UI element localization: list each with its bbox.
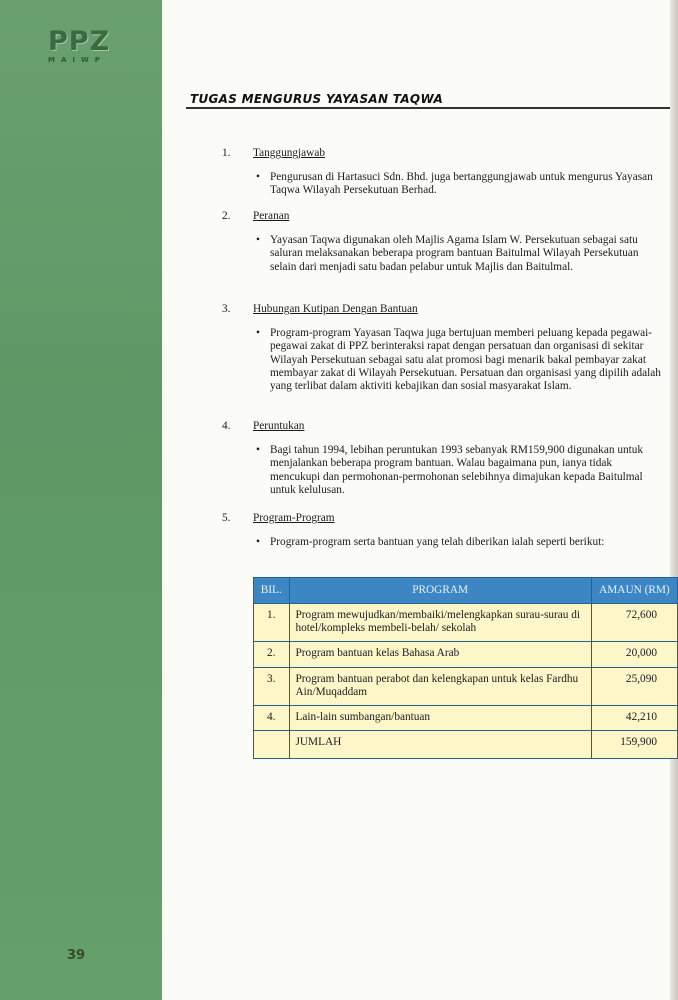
page-number: 39: [67, 948, 86, 963]
table-row: [254, 604, 678, 642]
row-bil: 2.: [254, 642, 290, 667]
section-program: [222, 512, 670, 549]
section-title: Program-Program: [253, 512, 335, 524]
page-edge: [670, 0, 678, 1000]
section-number: 4.: [222, 420, 231, 432]
row-amount: 72,600: [591, 604, 677, 642]
row-amount: 25,090: [591, 667, 677, 705]
section-title: Peranan: [253, 210, 290, 222]
section-bullet-text: • Bagi tahun 1994, lebihan peruntukan 1993 sebanyak RM159,900 digunakan untuk menjalankan beberapa program bantuan. Walau bagaimana pun, ianya tidak mencukupi dan permohonan-permohonan selebihnya dimajukan kepada Baitulmal untuk kelulusan.: [270, 444, 670, 497]
section-bullet-text: • Yayasan Taqwa digunakan oleh Majlis Agama Islam W. Persekutuan sebagai satu saluran melaksanakan beberapa program bantuan Baitulmal Wilayah Persekutuan selain dari menjadi satu badan pelabur untuk Majlis dan Baitulmal.: [270, 234, 670, 274]
section-bullet-text: • Program-program serta bantuan yang telah diberikan ialah seperti berikut:: [270, 536, 670, 549]
total-amount: 159,900: [591, 731, 677, 759]
total-bil-cell: [254, 731, 290, 759]
section-bullet-text: • Program-program Yayasan Taqwa juga bertujuan memberi peluang kepada pegawai-pegawai zakat di PPZ berinteraksi rapat dengan persatuan dan organisasi di sekitar Wilayah Persekutuan sebagai satu alat promosi bagi menarik bakal pembayar zakat membayar zakat di Wilayah Persekutuan. Persatuan dan organisasi yang dipilih adalah yang terlibat dalam aktiviti kebajikan dan sosial masyarakat Islam.: [270, 327, 670, 393]
section-number: 2.: [222, 210, 231, 222]
program-table: [253, 577, 678, 759]
ppz-logo: [48, 28, 112, 65]
section-peranan: [222, 210, 670, 274]
header-bil: BIL.: [254, 578, 290, 604]
green-sidebar: [0, 0, 162, 1000]
section-title: Peruntukan: [253, 420, 305, 432]
table-total-row: [254, 731, 678, 759]
header-amount: AMAUN (RM): [591, 578, 677, 604]
table-row: [254, 642, 678, 667]
header-program: PROGRAM: [289, 578, 591, 604]
total-label: JUMLAH: [289, 731, 591, 759]
table-row: [254, 667, 678, 705]
row-program: Lain-lain sumbangan/bantuan: [289, 706, 591, 731]
section-number: 1.: [222, 147, 231, 159]
row-bil: 3.: [254, 667, 290, 705]
logo-main-text: PPZ: [48, 26, 111, 57]
logo-sub-text: MAIWP: [48, 56, 106, 64]
table-header-row: [254, 578, 678, 604]
section-tanggungjawab: [222, 147, 670, 198]
section-number: 5.: [222, 512, 231, 524]
row-program: Program bantuan kelas Bahasa Arab: [289, 642, 591, 667]
program-table-wrapper: [253, 577, 670, 759]
table-row: [254, 706, 678, 731]
heading-divider: [186, 107, 670, 109]
section-title: Tanggungjawab: [253, 147, 325, 159]
row-bil: 4.: [254, 706, 290, 731]
page-heading: TUGAS MENGURUS YAYASAN TAQWA: [190, 92, 444, 106]
section-peruntukan: [222, 420, 670, 497]
row-program: Program mewujudkan/membaiki/melengkapkan surau-surau di hotel/kompleks membeli-belah/ sekolah: [289, 604, 591, 642]
row-bil: 1.: [254, 604, 290, 642]
section-title: Hubungan Kutipan Dengan Bantuan: [253, 303, 418, 315]
row-program: Program bantuan perabot dan kelengkapan untuk kelas Fardhu Ain/Muqaddam: [289, 667, 591, 705]
section-hubungan: [222, 303, 670, 393]
row-amount: 20,000: [591, 642, 677, 667]
section-number: 3.: [222, 303, 231, 315]
row-amount: 42,210: [591, 706, 677, 731]
section-bullet-text: • Pengurusan di Hartasuci Sdn. Bhd. juga bertanggungjawab untuk mengurus Yayasan Taqwa Wilayah Persekutuan Berhad.: [270, 171, 670, 197]
